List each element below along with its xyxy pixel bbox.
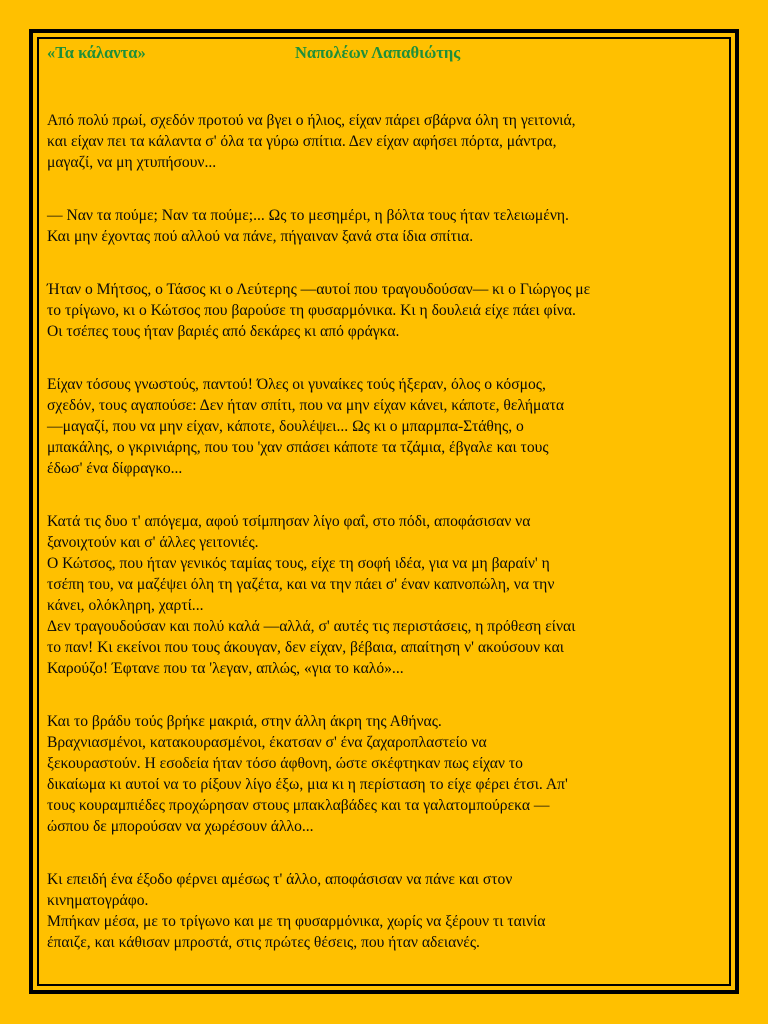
- text-line: το παν! Κι εκείνοι που τους άκουγαν, δεν είχαν, βέβαια, απαίτηση ν' ακούσουν και: [47, 639, 564, 656]
- text-line: τσέπη του, να μαζέψει όλη τη γαζέτα, και να την πάει σ' έναν καπνοπώλη, να την: [47, 576, 555, 593]
- text-line: και είχαν πει τα κάλαντα σ' όλα τα γύρω σπίτια. Δεν είχαν αφήσει πόρτα, μάντρα,: [47, 133, 557, 150]
- text-line: —μαγαζί, που να μην είχαν, κάποτε, δουλέψει... Ως κι ο μπαρμπα-Στάθης, ο: [47, 418, 524, 435]
- paragraph: [47, 374, 727, 479]
- text-line: Είχαν τόσους γνωστούς, παντού! Όλες οι γυναίκες τούς ήξεραν, όλος ο κόσμος,: [47, 376, 546, 393]
- text-line: μπακάλης, ο γκρινιάρης, που του 'χαν σπάσει κάποτε τα τζάμια, έβγαλε και τους: [47, 439, 549, 456]
- text-line: Βραχνιασμένοι, κατακουρασμένοι, έκατσαν σ' ένα ζαχαροπλαστείο να: [47, 734, 487, 751]
- text-line: Ο Κώτσος, που ήταν γενικός ταμίας τους, είχε τη σοφή ιδέα, για να μη βαραίν' η: [47, 555, 550, 572]
- text-line: Και μην έχοντας πού αλλού να πάνε, πήγαιναν ξανά στα ίδια σπίτια.: [47, 228, 474, 245]
- text-line: Καρούζο! Έφτανε που τα 'λεγαν, απλώς, «για το καλό»...: [47, 660, 404, 677]
- text-line: τους κουραμπιέδες προχώρησαν στους μπακλαβάδες και τα γαλατομπούρεκα —: [47, 797, 550, 814]
- text-line: Μπήκαν μέσα, με το τρίγωνο και με τη φυσαρμόνικα, χωρίς να ξέρουν τι ταινία: [47, 913, 546, 930]
- text-line: κάνει, ολόκληρη, χαρτί...: [47, 597, 204, 614]
- paragraph: [47, 279, 727, 342]
- paragraph: [47, 869, 727, 953]
- text-line: μαγαζί, να μη χτυπήσουν...: [47, 154, 217, 171]
- text-line: το τρίγωνο, κι ο Κώτσος που βαρούσε τη φυσαρμόνικα. Κι η δουλειά είχε πάει φίνα.: [47, 302, 576, 319]
- text-line: Ήταν ο Μήτσος, ο Τάσος κι ο Λεύτερης —αυτοί που τραγουδούσαν— κι ο Γιώργος με: [47, 281, 591, 298]
- paragraph: [47, 711, 727, 837]
- text-line: — Ναν τα πούμε; Ναν τα πούμε;... Ως το μεσημέρι, η βόλτα τους ήταν τελειωμένη.: [47, 207, 569, 224]
- text-line: έδωσ' ένα δίφραγκο...: [47, 460, 183, 477]
- text-line: Από πολύ πρωί, σχεδόν προτού να βγει ο ήλιος, είχαν πάρει σβάρνα όλη τη γειτονιά,: [47, 112, 576, 129]
- text-line: ξεκουραστούν. Η εσοδεία ήταν τόσο άφθονη, ώστε σκέφτηκαν πως είχαν το: [47, 755, 523, 772]
- text-line: Και το βράδυ τούς βρήκε μακριά, στην άλλη άκρη της Αθήνας.: [47, 713, 442, 730]
- text-line: Κι επειδή ένα έξοδο φέρνει αμέσως τ' άλλο, αποφάσισαν να πάνε και στον: [47, 871, 513, 888]
- paragraphs: [47, 110, 727, 953]
- document-body: [47, 42, 727, 985]
- text-line: ώσπου δε μπορούσαν να χωρέσουν άλλο...: [47, 818, 314, 835]
- text-line: σχεδόν, τους αγαπούσε: Δεν ήταν σπίτι, που να μην είχαν κάνει, κάποτε, θελήματα: [47, 397, 564, 414]
- document-heading: [47, 42, 727, 66]
- text-line: κινηματογράφο.: [47, 892, 149, 909]
- text-line: δικαίωμα κι αυτοί να το ρίξουν λίγο έξω, μια κι η περίσταση το είχε φέρει έτσι. Απ': [47, 776, 568, 793]
- story-title: «Τα κάλαντα»: [47, 43, 146, 62]
- text-line: Οι τσέπες τους ήταν βαριές από δεκάρες κι από φράγκα.: [47, 323, 400, 340]
- paragraph: [47, 110, 727, 173]
- paragraph: [47, 205, 727, 247]
- paragraph: [47, 511, 727, 679]
- text-line: έπαιζε, και κάθισαν μπροστά, στις πρώτες θέσεις, που ήταν αδειανές.: [47, 934, 480, 951]
- text-line: Δεν τραγουδούσαν και πολύ καλά —αλλά, σ' αυτές τις περιστάσεις, η πρόθεση είναι: [47, 618, 576, 635]
- story-author: Ναπολέων Λαπαθιώτης: [295, 43, 461, 62]
- text-line: ξανοιχτούν και σ' άλλες γειτονιές.: [47, 534, 259, 551]
- text-line: Κατά τις δυο τ' απόγεμα, αφού τσίμπησαν λίγο φαΐ, στο πόδι, αποφάσισαν να: [47, 513, 531, 530]
